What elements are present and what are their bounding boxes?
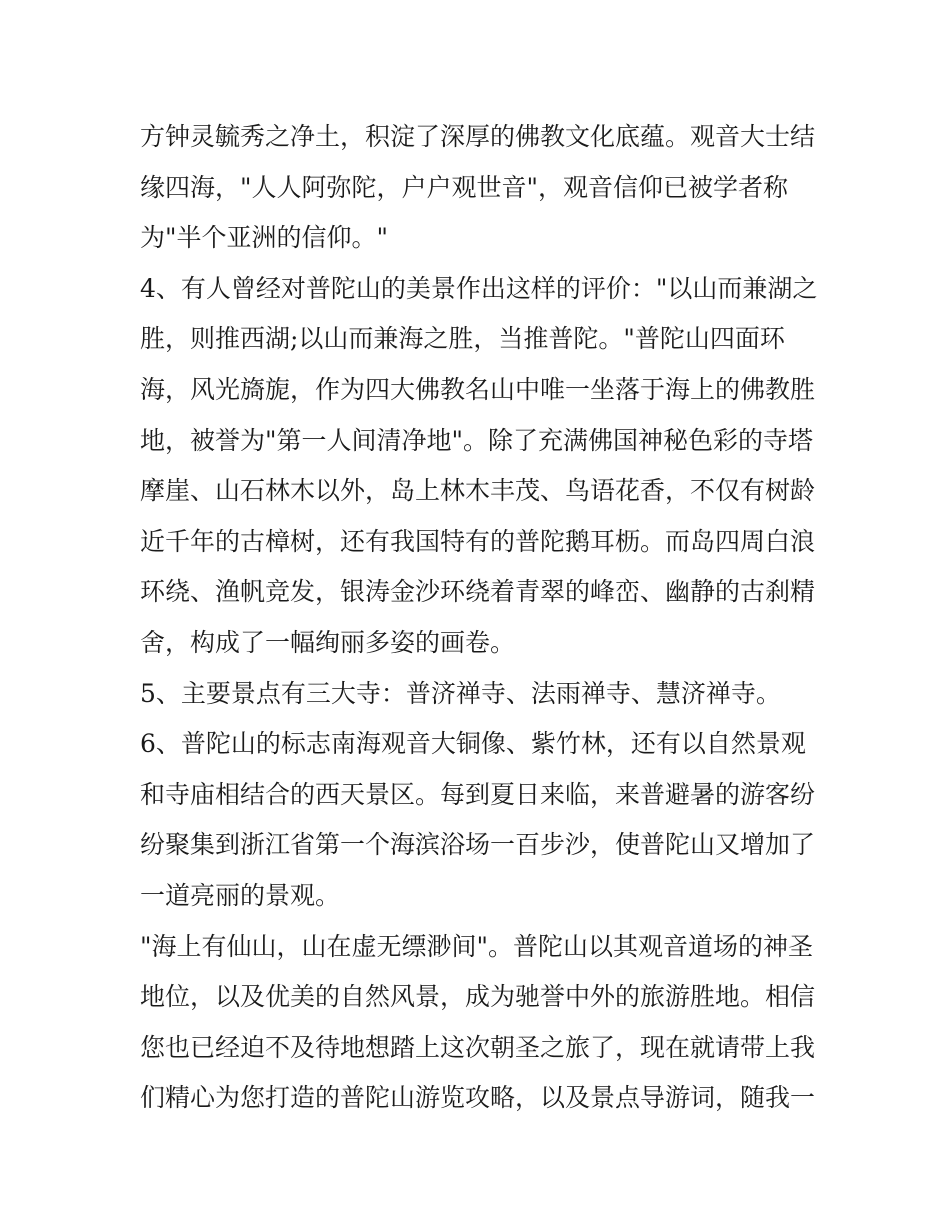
text-line: 摩崖、山石林木以外，岛上林木丰茂、鸟语花香，不仅有树龄 bbox=[140, 476, 816, 506]
text-line: 4、有人曾经对普陀山的美景作出这样的评价："以山而兼湖之 bbox=[140, 273, 818, 303]
text-line: 5、主要景点有三大寺：普济禅寺、法雨禅寺、慧济禅寺。 bbox=[140, 678, 781, 708]
text-line: 海，风光旖旎，作为四大佛教名山中唯一坐落于海上的佛教胜 bbox=[140, 374, 816, 404]
text-line: 舍，构成了一幅绚丽多姿的画卷。 bbox=[140, 627, 516, 657]
text-line: 们精心为您打造的普陀山游览攻略，以及景点导游词，随我一 bbox=[140, 1083, 816, 1113]
text-line: 和寺庙相结合的西天景区。每到夏日来临，来普避暑的游客纷 bbox=[140, 779, 816, 809]
text-line: 为"半个亚洲的信仰。" bbox=[140, 223, 388, 253]
text-line: 6、普陀山的标志南海观音大铜像、紫竹林，还有以自然景观 bbox=[140, 729, 806, 759]
text-line: 近千年的古樟树，还有我国特有的普陀鹅耳枥。而岛四周白浪 bbox=[140, 526, 816, 556]
text-line: 胜，则推西湖;以山而兼海之胜，当推普陀。"普陀山四面环 bbox=[140, 324, 785, 354]
text-line: 您也已经迫不及待地想踏上这次朝圣之旅了，现在就请带上我 bbox=[140, 1032, 816, 1062]
text-line: 地，被誉为"第一人间清净地"。除了充满佛国神秘色彩的寺塔 bbox=[140, 425, 814, 455]
text-line: 一道亮丽的景观。 bbox=[140, 880, 341, 910]
text-line: 纷聚集到浙江省第一个海滨浴场一百步沙，使普陀山又增加了 bbox=[140, 830, 816, 860]
text-line: 环绕、渔帆竞发，银涛金沙环绕着青翠的峰峦、幽静的古刹精 bbox=[140, 577, 816, 607]
text-line: 地位，以及优美的自然风景，成为驰誉中外的旅游胜地。相信 bbox=[140, 982, 816, 1012]
text-line: "海上有仙山，山在虚无缥渺间"。普陀山以其观音道场的神圣 bbox=[140, 931, 814, 961]
text-line: 方钟灵毓秀之净土，积淀了深厚的佛教文化底蕴。观音大士结 bbox=[140, 122, 816, 151]
text-line: 缘四海，"人人阿弥陀，户户观世音"，观音信仰已被学者称 bbox=[140, 172, 789, 202]
document-body bbox=[140, 112, 818, 1124]
